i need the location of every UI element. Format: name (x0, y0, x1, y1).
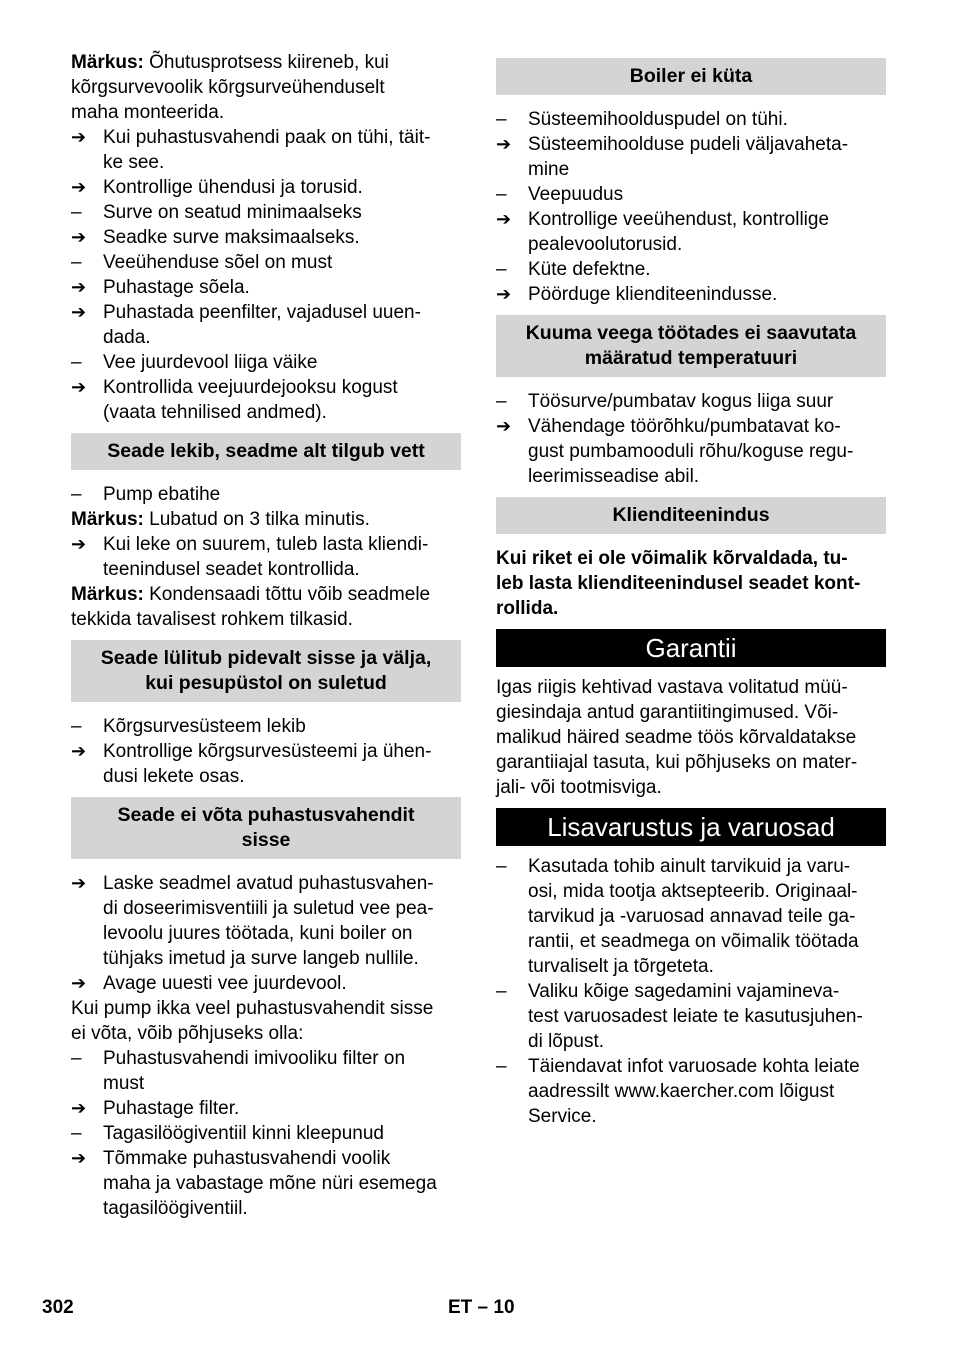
dash-marker: – (71, 1048, 82, 1069)
item-text (103, 532, 461, 582)
text-line: ei võta, võib põhjuseks olla: (71, 1023, 304, 1044)
left-column (71, 50, 461, 1221)
page-number: 302 (42, 1297, 74, 1318)
item-text-line: Avage uuesti vee juurdevool. (103, 973, 347, 994)
item-text (528, 182, 886, 207)
chapter-heading: Lisavarustus ja varuosad (496, 808, 886, 846)
item-text-line: Pump ebatihe (103, 484, 221, 505)
item-text-line: Süsteemihoolduse pudeli väljavaheta- (528, 134, 849, 155)
item-text-line: di doseerimisventiili ja suletud vee pea- (103, 898, 434, 919)
action-item (71, 871, 461, 971)
dash-marker: – (496, 1056, 507, 1077)
item-text-line: Kontrollige veeühendust, kontrollige (528, 209, 830, 230)
item-text-line: ke see. (103, 152, 165, 173)
dash-marker: – (71, 252, 82, 273)
text-line: Kui pump ikka veel puhastusvahendit sisse (71, 998, 434, 1019)
text-line: garantiiajal tasuta, kui põhjuseks on mater- (496, 752, 858, 773)
item-text-line: tühjaks imetud ja surve langeb nullile. (103, 948, 419, 969)
cause-item (71, 200, 461, 225)
item-text (103, 1146, 461, 1221)
cause-item (496, 257, 886, 282)
item-text (103, 714, 461, 739)
item-text (103, 250, 461, 275)
item-text (103, 1121, 461, 1146)
text-line: malikud häired seadme töös kõrvaldatakse (496, 727, 857, 748)
text-line: giesindaja antud garantiitingimused. Või- (496, 702, 839, 723)
item-text-line: Puhastusvahendi imivooliku filter on (103, 1048, 406, 1069)
action-item (71, 125, 461, 175)
item-text (528, 979, 886, 1054)
cause-item (496, 854, 886, 979)
dash-marker: – (496, 109, 507, 130)
item-text (528, 854, 886, 979)
note-text: Õhutusprotsess kiireneb, kui (143, 52, 389, 73)
note-text: Lubatud on 3 tilka minutis. (143, 509, 370, 530)
item-text-line: Täiendavat infot varuosade kohta leiate (528, 1056, 860, 1077)
item-text-line: mine (528, 159, 570, 180)
note-label: Märkus: (71, 509, 144, 530)
arrow-right-icon: ➔ (71, 1148, 87, 1168)
item-text (528, 1054, 886, 1129)
dash-marker: – (496, 856, 507, 877)
bold-text-line: leb lasta klienditeenindusel seadet kont- (496, 573, 861, 594)
cause-item (71, 350, 461, 375)
bold-text-line: rollida. (496, 598, 559, 619)
item-text (103, 375, 461, 425)
item-text (103, 482, 461, 507)
text-line: kõrgsurvevoolik kõrgsurveühenduselt (71, 77, 385, 98)
item-text-line: Service. (528, 1106, 597, 1127)
dash-marker: – (71, 716, 82, 737)
arrow-right-icon: ➔ (71, 277, 87, 297)
item-text-line: Puhastage sõela. (103, 277, 250, 298)
arrow-right-icon: ➔ (496, 209, 512, 229)
action-item (496, 132, 886, 182)
item-text-line: Küte defektne. (528, 259, 651, 280)
note-line (71, 582, 461, 607)
action-item (496, 414, 886, 489)
heading-line: Klienditeenindus (612, 504, 770, 526)
arrow-right-icon: ➔ (71, 873, 87, 893)
language-code: ET (448, 1297, 473, 1318)
dash-marker: – (71, 484, 82, 505)
action-item (71, 971, 461, 996)
text-line: Igas riigis kehtivad vastava volitatud müü- (496, 677, 848, 698)
item-text-line: Veepuudus (528, 184, 624, 205)
item-text-line: Kui leke on suurem, tuleb lasta kliendi- (103, 534, 429, 555)
text-line: tekkida tavalisest rohkem tilkasid. (71, 609, 353, 630)
item-text-line: Kõrgsurvesüsteem lekib (103, 716, 306, 737)
arrow-right-icon: ➔ (71, 377, 87, 397)
item-text (103, 871, 461, 971)
item-text-line: dada. (103, 327, 151, 348)
item-text-line: Puhastada peenfilter, vajadusel uuen- (103, 302, 421, 323)
heading-line: kui pesupüstol on suletud (145, 672, 387, 694)
item-text-line: turvaliselt ja tõrgeteta. (528, 956, 714, 977)
item-text-line: Kontrollige kõrgsurvesüsteemi ja ühen- (103, 741, 432, 762)
item-text-line: Tõmmake puhastusvahendi voolik (103, 1148, 391, 1169)
arrow-right-icon: ➔ (71, 973, 87, 993)
item-text (528, 282, 886, 307)
item-text-line: tarvikud ja -varuosad annavad teile ga- (528, 906, 856, 927)
item-text (103, 275, 461, 300)
item-text (103, 1096, 461, 1121)
action-item (71, 225, 461, 250)
arrow-right-icon: ➔ (71, 302, 87, 322)
item-text-line: aadressilt www.kaercher.com lõigust (528, 1081, 835, 1102)
item-text-line: Surve on seatud minimaalseks (103, 202, 362, 223)
item-text (103, 350, 461, 375)
note-text: Kondensaadi tõttu võib seadmele (143, 584, 431, 605)
item-text (528, 107, 886, 132)
arrow-right-icon: ➔ (71, 1098, 87, 1118)
item-text-line: Töösurve/pumbatav kogus liiga suur (528, 391, 834, 412)
chapter-heading: Garantii (496, 629, 886, 667)
section-heading (71, 797, 461, 859)
note-line (71, 50, 461, 75)
dash-marker: – (71, 352, 82, 373)
item-text-line: osi, mida tootja aktsepteerib. Originaal- (528, 881, 858, 902)
action-item (496, 282, 886, 307)
section-heading (71, 433, 461, 470)
dash-marker: – (496, 391, 507, 412)
heading-line: Seade ei võta puhastusvahendit (117, 804, 415, 826)
item-text (528, 257, 886, 282)
item-text-line: levoolu juures töötada, kuni boiler on (103, 923, 413, 944)
footer-separator: – (472, 1297, 494, 1318)
heading-line: määratud temperatuuri (584, 347, 798, 369)
item-text-line: tagasilöögiventiil. (103, 1198, 248, 1219)
item-text (528, 389, 886, 414)
item-text-line: Puhastage filter. (103, 1098, 240, 1119)
item-text-line: Kontrollida veejuurdejooksu kogust (103, 377, 398, 398)
action-item (71, 275, 461, 300)
section-heading (71, 640, 461, 702)
action-item (71, 300, 461, 350)
dash-marker: – (496, 259, 507, 280)
dash-marker: – (496, 184, 507, 205)
heading-line: Seade lekib, seadme alt tilgub vett (107, 440, 425, 462)
item-text-line: pealevoolutorusid. (528, 234, 683, 255)
item-text-line: (vaata tehnilised andmed). (103, 402, 327, 423)
dash-marker: – (71, 202, 82, 223)
arrow-right-icon: ➔ (71, 534, 87, 554)
dash-marker: – (496, 981, 507, 1002)
item-text-line: Seadke surve maksimaalseks. (103, 227, 360, 248)
section-heading (496, 315, 886, 377)
item-text (528, 414, 886, 489)
cause-item (71, 714, 461, 739)
action-item (71, 532, 461, 582)
item-text (103, 971, 461, 996)
item-text-line: Süsteemihoolduspudel on tühi. (528, 109, 788, 130)
item-text-line: dusi lekete osas. (103, 766, 245, 787)
section-heading (496, 497, 886, 534)
item-text (528, 132, 886, 182)
cause-item (71, 1046, 461, 1096)
item-text-line: Kui puhastusvahendi paak on tühi, täit- (103, 127, 431, 148)
item-text-line: test varuosadest leiate te kasutusjuhen- (528, 1006, 863, 1027)
cause-item (496, 389, 886, 414)
cause-item (496, 107, 886, 132)
action-item (71, 1146, 461, 1221)
item-text-line: Kontrollige ühendusi ja torusid. (103, 177, 363, 198)
item-text-line: rantii, et seadmega on võimalik töötada (528, 931, 859, 952)
item-text (103, 1046, 461, 1096)
item-text-line: Vee juurdevool liiga väike (103, 352, 318, 373)
arrow-right-icon: ➔ (71, 127, 87, 147)
item-text (103, 175, 461, 200)
item-text-line: Valiku kõige sagedamini vajamineva- (528, 981, 840, 1002)
item-text-line: di lõpust. (528, 1031, 605, 1052)
item-text-line: leerimisseadise abil. (528, 466, 700, 487)
arrow-right-icon: ➔ (71, 227, 87, 247)
cause-item (71, 482, 461, 507)
note-label: Märkus: (71, 584, 144, 605)
item-text-line: maha ja vabastage mõne nüri esemega (103, 1173, 437, 1194)
text-line: jali- või tootmisviga. (496, 777, 662, 798)
heading-line: Boiler ei küta (629, 65, 753, 87)
item-text-line: Vähendage töörõhku/pumbatavat ko- (528, 416, 841, 437)
item-text-line: Laske seadmel avatud puhastusvahen- (103, 873, 434, 894)
cause-item (71, 250, 461, 275)
item-text-line: Veeühenduse sõel on must (103, 252, 333, 273)
item-text (103, 300, 461, 350)
item-text-line: Pöörduge klienditeenindusse. (528, 284, 778, 305)
section-page-number: 10 (493, 1297, 515, 1318)
right-column (496, 50, 886, 1129)
arrow-right-icon: ➔ (496, 416, 512, 436)
action-item (496, 207, 886, 257)
arrow-right-icon: ➔ (71, 177, 87, 197)
note-label: Märkus: (71, 52, 144, 73)
note-line (71, 507, 461, 532)
dash-marker: – (71, 1123, 82, 1144)
cause-item (71, 1121, 461, 1146)
item-text (103, 739, 461, 789)
action-item (71, 739, 461, 789)
arrow-right-icon: ➔ (496, 134, 512, 154)
item-text-line: teenindusel seadet kontrollida. (103, 559, 360, 580)
item-text-line: Kasutada tohib ainult tarvikuid ja varu- (528, 856, 851, 877)
item-text-line: Tagasilöögiventiil kinni kleepunud (103, 1123, 384, 1144)
arrow-right-icon: ➔ (71, 741, 87, 761)
heading-line: Seade lülitub pidevalt sisse ja välja, (100, 647, 432, 669)
action-item (71, 375, 461, 425)
page-footer-section (448, 1297, 515, 1319)
item-text (528, 207, 886, 257)
action-item (71, 1096, 461, 1121)
item-text-line: gust pumbamooduli rõhu/koguse regu- (528, 441, 854, 462)
item-text-line: must (103, 1073, 145, 1094)
item-text (103, 125, 461, 175)
bold-text-line: Kui riket ei ole võimalik kõrvaldada, tu- (496, 548, 848, 569)
item-text (103, 200, 461, 225)
arrow-right-icon: ➔ (496, 284, 512, 304)
action-item (71, 175, 461, 200)
cause-item (496, 182, 886, 207)
heading-line: sisse (241, 829, 291, 851)
heading-line: Kuuma veega töötades ei saavutata (525, 322, 857, 344)
item-text (103, 225, 461, 250)
section-heading (496, 58, 886, 95)
cause-item (496, 979, 886, 1054)
cause-item (496, 1054, 886, 1129)
text-line: maha monteerida. (71, 102, 225, 123)
